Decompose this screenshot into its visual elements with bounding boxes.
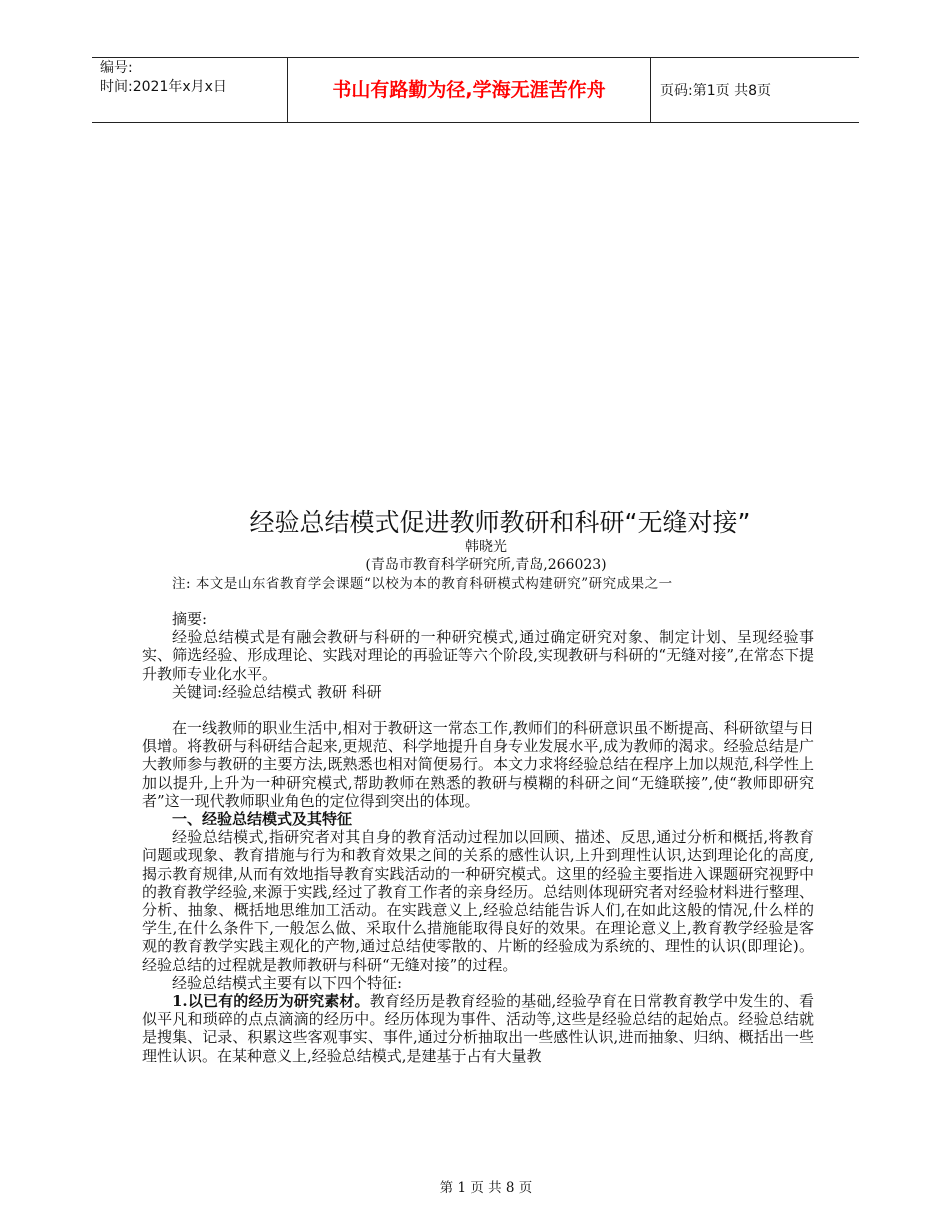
header-motto: 书山有路勤为径,学海无涯苦作舟 <box>332 79 606 101</box>
feature-1-paragraph <box>142 992 814 1065</box>
intro-paragraph: 在一线教师的职业生活中,相对于教研这一常态工作,教师们的科研意识虽不断提高、科研欲望与日俱增。将教研与科研结合起来,更规范、科学地提升自身专业发展水平,成为教师的渴求。经验总结是广大教师参与教研的主要方法,既熟悉也相对简便易行。本文力求将经验总结在程序上加以规范,科学性上加以提升,上升为一种研究模式,帮助教师在熟悉的教研与模糊的科研之间“无缝联接”,使“教师即研究者”这一现代教师职业角色的定位得到突出的体现。 <box>142 719 814 810</box>
header-number-label: 编号: <box>100 60 133 76</box>
header-page-label: 页码:第1页 共8页 <box>660 83 771 99</box>
header-bottom-rule <box>92 122 859 123</box>
feature-1-text: 教育经历是教育经验的基础,经验孕育在日常教育教学中发生的、看似平凡和琐碎的点点滴滴的经历中。经历体现为事件、活动等,这些是经验总结的起始点。经验总结就是搜集、记录、积累这些客观事实、事件,通过分析抽取出一些感性认识,进而抽象、归纳、概括出一些理性认识。在某种意义上,经验总结模式,是建基于占有大量教 <box>142 992 814 1065</box>
keywords: 关键词:经验总结模式 教研 科研 <box>172 682 382 701</box>
article-body <box>142 610 814 1065</box>
footer-page-number: 第 1 页 共 8 页 <box>439 1180 533 1196</box>
header-time-label: 时间:2021年x月x日 <box>100 79 227 95</box>
article-affiliation: (青岛市教育科学研究所,青岛,266023) <box>365 557 607 573</box>
paragraph-gap <box>142 701 814 719</box>
section-heading: 一、经验总结模式及其特征 <box>172 810 353 829</box>
article-title: 经验总结模式促进教师教研和科研“无缝对接” <box>249 508 751 537</box>
article-author: 韩晓光 <box>465 539 507 555</box>
section1-paragraph-1: 经验总结模式,指研究者对其自身的教育活动过程加以回顾、描述、反思,通过分析和概括,将教育问题或现象、教育措施与行为和教育效果之间的关系的感性认识,上升到理性认识,达到理论化的高度,揭示教育规律,从而有效地指导教育实践活动的一种研究模式。这里的经验主要指进入课题研究视野中的教育教学经验,来源于实践,经过了教育工作者的亲身经历。总结则体现研究者对经验材料进行整理、分析、抽象、概括地思维加工活动。在实践意义上,经验总结能告诉人们,在如此这般的情况,什么样的学生,在什么条件下,一般怎么做、采取什么措施能取得良好的效果。在理论意义上,教育教学经验是客观的教育教学实践主观化的产物,通过总结使零散的、片断的经验成为系统的、理性的认识(即理论)。经验总结的过程就是教师教研与科研“无缝对接”的过程。 <box>142 828 814 974</box>
header-left-block <box>100 59 227 97</box>
article-note: 注: 本文是山东省教育学会课题“以校为本的教育科研模式构建研究”研究成果之一 <box>172 576 673 592</box>
feature-1-heading: 1.以已有的经历为研究素材。 <box>172 992 370 1011</box>
abstract-label: 摘要: <box>172 610 208 628</box>
section1-paragraph-2: 经验总结模式主要有以下四个特征: <box>172 973 403 992</box>
abstract-text: 经验总结模式是有融会教研与科研的一种研究模式,通过确定研究对象、制定计划、呈现经验事实、筛选经验、形成理论、实践对理论的再验证等六个阶段,实现教研与科研的“无缝对接”,在常态下提升教师专业化水平。 <box>142 628 814 683</box>
